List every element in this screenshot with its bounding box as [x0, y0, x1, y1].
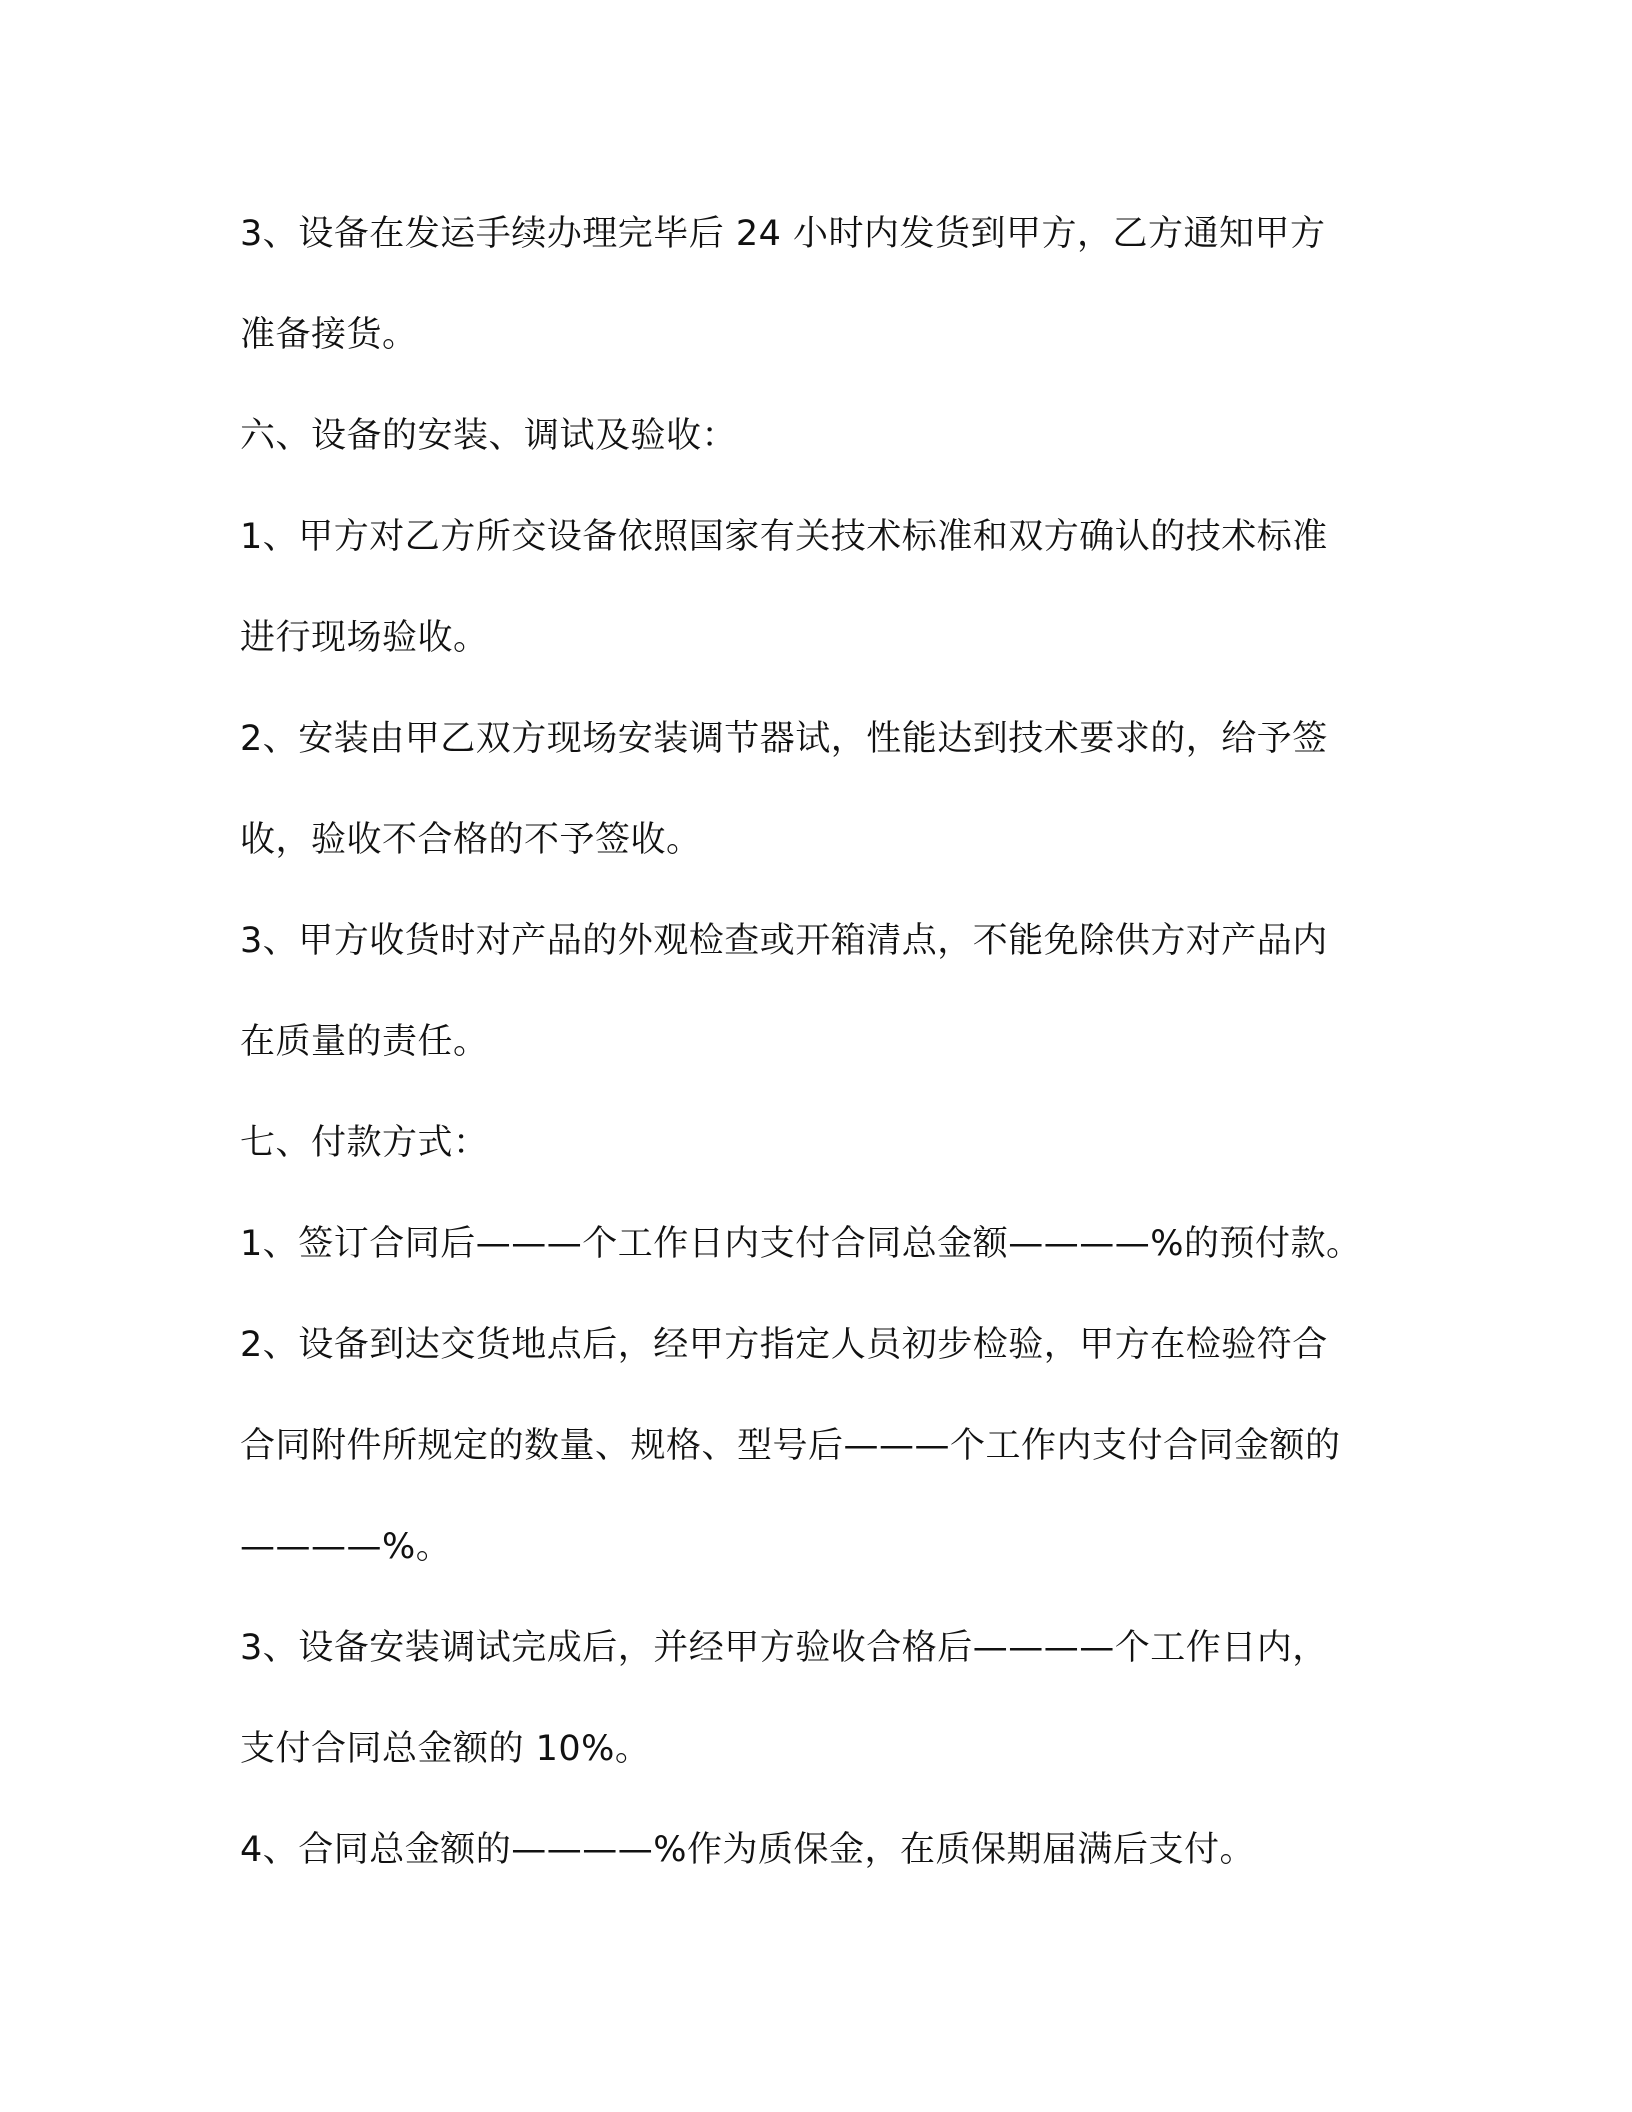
paragraph-line: 1、甲方对乙方所交设备依照国家有关技术标准和双方确认的技术标准 — [240, 517, 1328, 557]
paragraph-line: 3、设备在发运手续办理完毕后 24 小时内发货到甲方，乙方通知甲方 — [240, 214, 1326, 254]
paragraph-line: 支付合同总金额的 10%。 — [240, 1729, 651, 1769]
paragraph-line: 合同附件所规定的数量、规格、型号后———个工作内支付合同金额的 — [240, 1426, 1341, 1466]
paragraph-line: 1、签订合同后———个工作日内支付合同总金额————%的预付款。 — [240, 1224, 1362, 1264]
paragraph-line: 3、甲方收货时对产品的外观检查或开箱清点，不能免除供方对产品内 — [240, 921, 1328, 961]
paragraph-line: 准备接货。 — [240, 315, 418, 355]
paragraph-line: ————%。 — [240, 1527, 452, 1567]
paragraph-line: 4、合同总金额的————%作为质保金，在质保期届满后支付。 — [240, 1830, 1256, 1870]
paragraph-line: 2、安装由甲乙双方现场安装调节器试，性能达到技术要求的，给予签 — [240, 719, 1328, 759]
section-heading: 七、付款方式： — [240, 1123, 489, 1163]
paragraph-line: 进行现场验收。 — [240, 618, 489, 658]
document-body — [240, 184, 1390, 1901]
paragraph-line: 3、设备安装调试完成后，并经甲方验收合格后————个工作日内， — [240, 1628, 1328, 1668]
section-heading: 六、设备的安装、调试及验收： — [240, 416, 738, 456]
paragraph-line: 收，验收不合格的不予签收。 — [240, 820, 702, 860]
paragraph-line: 2、设备到达交货地点后，经甲方指定人员初步检验，甲方在检验符合 — [240, 1325, 1328, 1365]
paragraph-line: 在质量的责任。 — [240, 1022, 489, 1062]
